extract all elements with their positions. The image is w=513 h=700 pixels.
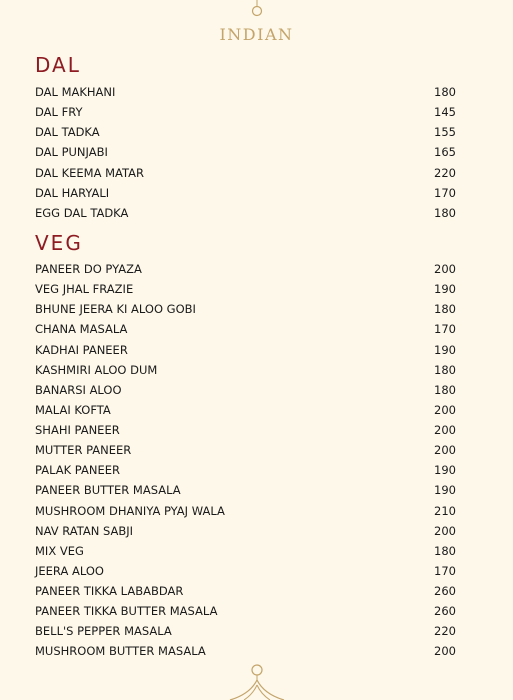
item-name: BHUNE JEERA KI ALOO GOBI [35, 302, 196, 317]
item-name: MUTTER PANEER [35, 443, 132, 458]
item-name: MIX VEG [35, 543, 84, 558]
list-item [35, 522, 456, 542]
item-name: VEG JHAL FRAZIE [35, 282, 134, 297]
item-price: 170 [434, 185, 456, 200]
item-price: 180 [434, 543, 456, 558]
item-price: 180 [434, 302, 456, 317]
list-item [35, 280, 456, 300]
list-item [35, 381, 456, 401]
list-item [35, 502, 456, 522]
page-title: INDIAN [219, 25, 294, 44]
item-name: PANEER TIKKA BUTTER MASALA [35, 604, 218, 619]
item-name: SHAHI PANEER [35, 423, 120, 437]
item-price: 200 [434, 523, 456, 538]
item-price: 200 [434, 644, 456, 659]
item-name: PANEER TIKKA LABABDAR [35, 584, 184, 598]
veg-item-list [35, 260, 456, 663]
list-item [35, 361, 456, 381]
list-item [35, 123, 456, 143]
list-item [35, 401, 456, 421]
list-item [35, 204, 456, 224]
item-name: DAL TADKA [35, 125, 100, 140]
item-name: KASHMIRI ALOO DUM [35, 362, 158, 377]
list-item [35, 103, 456, 123]
item-price: 190 [434, 483, 456, 498]
list-item [35, 481, 456, 501]
item-price: 190 [434, 282, 456, 297]
list-item [35, 164, 456, 184]
list-item [35, 542, 456, 562]
section-title-veg: VEG [35, 231, 83, 255]
item-price: 260 [434, 584, 456, 598]
item-name: PALAK PANEER [35, 463, 120, 478]
item-name: CHANA MASALA [35, 322, 128, 337]
list-item [35, 421, 456, 441]
item-price: 165 [434, 145, 456, 160]
list-item [35, 83, 456, 103]
list-item [35, 441, 456, 461]
list-item [35, 260, 456, 280]
item-price: 200 [434, 262, 456, 276]
section-title-dal: DAL [35, 53, 81, 77]
item-price: 220 [434, 165, 456, 180]
item-name: DAL PUNJABI [35, 145, 108, 160]
dal-item-list [35, 83, 456, 224]
item-name: MALAI KOFTA [35, 402, 111, 417]
item-name: DAL FRY [35, 105, 83, 120]
list-item [35, 300, 456, 320]
list-item [35, 143, 456, 163]
item-price: 260 [434, 604, 456, 619]
list-item [35, 622, 456, 642]
item-price: 170 [434, 322, 456, 337]
list-item [35, 582, 456, 602]
item-name: DAL HARYALI [35, 185, 110, 200]
item-name: EGG DAL TADKA [35, 205, 129, 220]
item-name: KADHAI PANEER [35, 342, 128, 357]
item-name: PANEER BUTTER MASALA [35, 483, 181, 498]
item-price: 180 [434, 362, 456, 377]
item-price: 200 [434, 402, 456, 417]
item-price: 180 [434, 85, 456, 99]
bottom-ornament-icon [228, 660, 286, 700]
item-price: 210 [434, 503, 456, 518]
list-item [35, 184, 456, 204]
item-price: 145 [434, 105, 456, 120]
item-name: DAL MAKHANI [35, 85, 116, 99]
item-price: 180 [434, 205, 456, 220]
item-price: 190 [434, 342, 456, 357]
item-name: BELL'S PEPPER MASALA [35, 624, 172, 639]
item-price: 170 [434, 563, 456, 578]
list-item [35, 562, 456, 582]
list-item [35, 602, 456, 622]
item-price: 200 [434, 423, 456, 437]
item-name: DAL KEEMA MATAR [35, 165, 144, 180]
list-item [35, 320, 456, 340]
item-price: 220 [434, 624, 456, 639]
item-name: BANARSI ALOO [35, 382, 122, 397]
list-item [35, 341, 456, 361]
item-price: 155 [434, 125, 456, 140]
item-name: NAV RATAN SABJI [35, 523, 134, 538]
top-ornament-icon [246, 0, 268, 20]
item-name: PANEER DO PYAZA [35, 262, 142, 276]
item-price: 200 [434, 443, 456, 458]
item-name: MUSHROOM DHANIYA PYAJ WALA [35, 503, 225, 518]
item-price: 190 [434, 463, 456, 478]
item-name: JEERA ALOO [35, 563, 104, 578]
item-price: 180 [434, 382, 456, 397]
item-name: MUSHROOM BUTTER MASALA [35, 644, 206, 659]
list-item [35, 461, 456, 481]
